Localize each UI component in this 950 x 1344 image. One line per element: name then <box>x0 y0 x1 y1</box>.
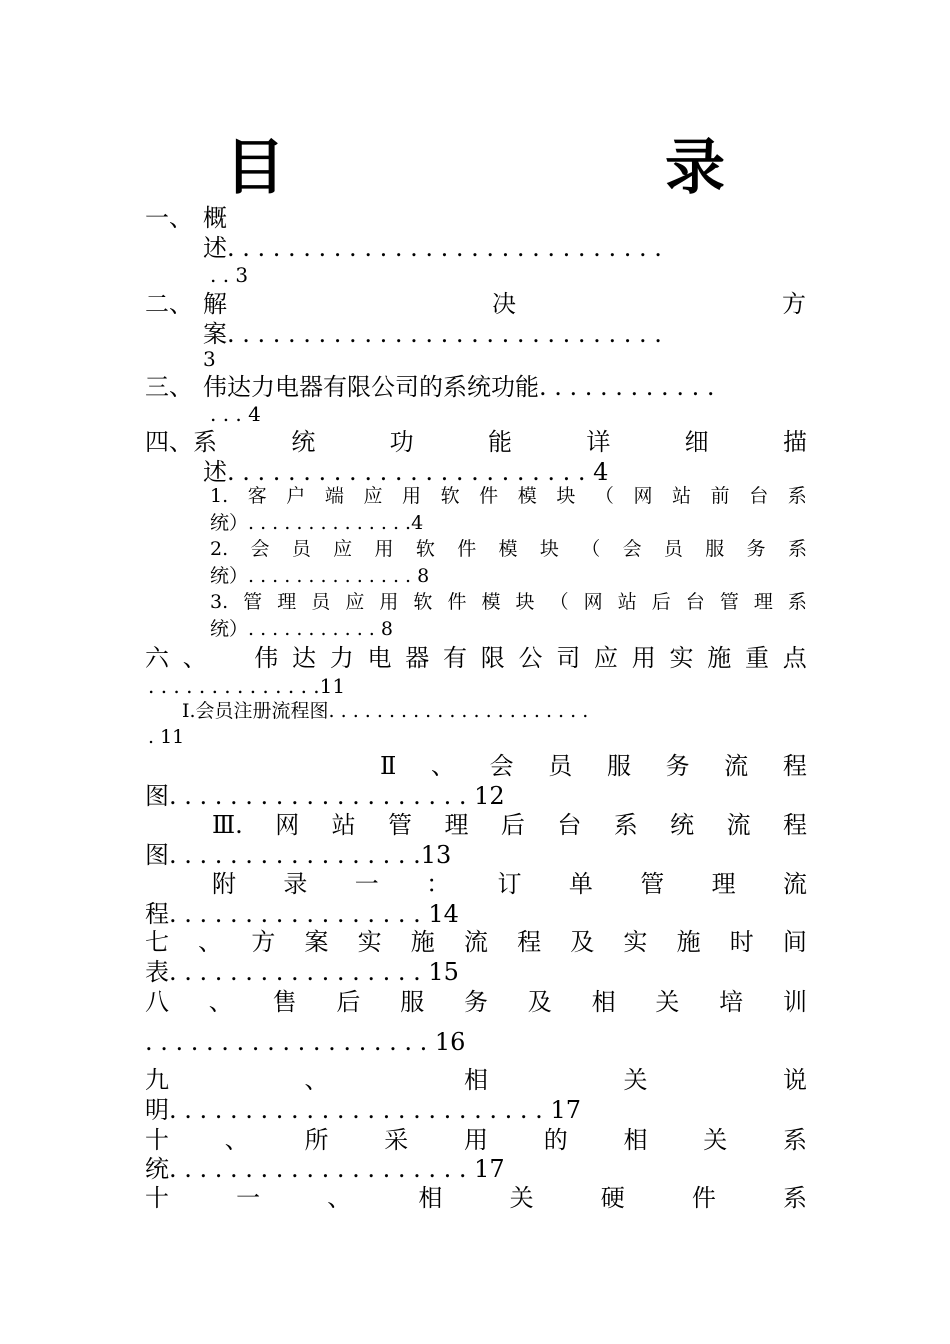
toc-char: 六 <box>145 644 169 672</box>
toc-char: 员 <box>548 752 573 780</box>
toc-char: 员 <box>663 538 683 560</box>
toc-char: 关 <box>655 988 680 1016</box>
toc-char: 系 <box>787 591 807 613</box>
toc-char: 间 <box>782 928 807 956</box>
toc-char: 流 <box>724 752 749 780</box>
toc-char: 售 <box>272 988 297 1016</box>
toc-char: 用 <box>379 591 399 613</box>
toc-char: 后 <box>336 988 361 1016</box>
toc-entry-7-title[interactable] <box>145 930 807 954</box>
toc-char: 时 <box>729 928 754 956</box>
toc-char: 、 <box>182 644 207 672</box>
toc-char: 软 <box>415 538 435 560</box>
toc-char: 管 <box>640 870 665 898</box>
toc-char: 网 <box>583 591 603 613</box>
toc-char: 培 <box>719 988 744 1016</box>
toc-char: （ <box>581 538 601 560</box>
toc-char: 理 <box>753 591 773 613</box>
toc-char: 务 <box>665 752 690 780</box>
toc-char: 录 <box>283 870 308 898</box>
toc-char: 力 <box>329 644 354 672</box>
toc-appendix-1-leader[interactable]: 程. . . . . . . . . . . . . . . . . 14 <box>145 900 459 928</box>
toc-char: 七 <box>145 928 169 956</box>
toc-char: Ⅱ <box>380 752 397 780</box>
toc-char: 户 <box>286 485 306 507</box>
toc-sub-III-title[interactable] <box>212 813 807 837</box>
toc-appendix-1-title[interactable] <box>212 872 807 896</box>
toc-char: 有 <box>443 644 467 672</box>
toc-char: 系 <box>783 1126 807 1154</box>
toc-entry-9-title[interactable] <box>145 1068 807 1092</box>
toc-char: 块 <box>515 591 535 613</box>
toc-char: 电 <box>367 644 392 672</box>
toc-entry-3-prefix: 三、 <box>145 373 193 401</box>
toc-entry-3-title[interactable]: 伟达力电器有限公司的系统功能. . . . . . . . . . . . <box>203 373 715 401</box>
toc-entry-1-leader[interactable]: 述. . . . . . . . . . . . . . . . . . . . . . . . . . . . . <box>203 234 662 262</box>
toc-char: 会 <box>489 752 514 780</box>
toc-char: 实 <box>623 928 648 956</box>
toc-char: 公 <box>518 644 543 672</box>
toc-char: 块 <box>556 485 576 507</box>
toc-sub-1-title[interactable] <box>210 487 807 506</box>
toc-char: 件 <box>457 538 477 560</box>
toc-char: 统 <box>291 428 316 456</box>
toc-char: 限 <box>480 644 505 672</box>
toc-char: 后 <box>500 811 525 839</box>
toc-entry-3-page[interactable]: . . . 4 <box>210 402 261 426</box>
toc-entry-1-page[interactable]: . . 3 <box>210 263 249 287</box>
toc-entry-10-title[interactable] <box>145 1128 807 1152</box>
toc-char: 后 <box>651 591 671 613</box>
toc-char: 及 <box>527 988 552 1016</box>
toc-entry-2-char[interactable]: 方 <box>782 290 806 318</box>
toc-char: 员 <box>291 538 311 560</box>
toc-char: 应 <box>363 485 383 507</box>
toc-char: 1. <box>210 485 229 507</box>
toc-entry-9-leader[interactable]: 明. . . . . . . . . . . . . . . . . . . . . . . . . 17 <box>145 1096 581 1124</box>
toc-char: 关 <box>703 1126 728 1154</box>
toc-char: 系 <box>787 538 807 560</box>
toc-char: 训 <box>782 988 807 1016</box>
toc-char: 方 <box>251 928 276 956</box>
toc-char: 软 <box>413 591 433 613</box>
toc-entry-4-title[interactable] <box>145 430 807 454</box>
toc-char: 站 <box>617 591 637 613</box>
toc-char: 、 <box>327 1184 352 1212</box>
toc-char: Ⅲ. <box>212 811 243 839</box>
toc-char: 流 <box>783 870 807 898</box>
toc-char: 一 <box>236 1184 261 1212</box>
toc-char: 关 <box>509 1184 534 1212</box>
toc-char: 用 <box>631 644 656 672</box>
toc-char: 前 <box>710 485 730 507</box>
toc-char: 台 <box>685 591 705 613</box>
toc-char: （ <box>549 591 569 613</box>
toc-char: 网 <box>275 811 300 839</box>
toc-char: 、 <box>208 988 233 1016</box>
toc-char: 模 <box>481 591 501 613</box>
toc-char: 用 <box>402 485 422 507</box>
toc-entry-4-leader[interactable]: 述. . . . . . . . . . . . . . . . . . . . . . . . 4 <box>203 458 609 486</box>
toc-char: 相 <box>591 988 616 1016</box>
toc-char: 施 <box>707 644 732 672</box>
toc-char: 服 <box>705 538 725 560</box>
toc-char: 理 <box>277 591 297 613</box>
toc-sub-I-page[interactable]: . 11 <box>148 726 185 748</box>
toc-char: 八 <box>145 988 169 1016</box>
toc-char: 、 <box>430 752 455 780</box>
toc-char: 站 <box>672 485 692 507</box>
toc-char: 应 <box>345 591 365 613</box>
toc-entry-2-page[interactable]: 3 <box>203 347 216 371</box>
toc-char: 程 <box>783 811 807 839</box>
toc-char: 达 <box>292 644 316 672</box>
toc-char: 件 <box>479 485 499 507</box>
toc-char: 系 <box>787 485 807 507</box>
toc-char: 案 <box>304 928 329 956</box>
toc-entry-7-leader[interactable]: 表. . . . . . . . . . . . . . . . . 15 <box>145 958 459 986</box>
toc-char: 流 <box>726 811 751 839</box>
toc-char: 关 <box>623 1066 648 1094</box>
toc-char: 管 <box>243 591 263 613</box>
toc-entry-6-title[interactable] <box>145 646 807 670</box>
toc-char: 十 <box>145 1126 169 1154</box>
toc-char: 细 <box>684 428 709 456</box>
toc-char: （ <box>594 485 614 507</box>
toc-sub-1-leader[interactable]: 统）. . . . . . . . . . . . . .4 <box>210 512 424 534</box>
toc-char: 器 <box>405 644 430 672</box>
toc-char: 理 <box>711 870 736 898</box>
toc-char: 四、系 <box>145 428 217 456</box>
toc-entry-8-title[interactable] <box>145 990 807 1014</box>
toc-entry-10-leader[interactable]: 统. . . . . . . . . . . . . . . . . . . . 17 <box>145 1155 505 1183</box>
toc-char: 理 <box>444 811 469 839</box>
toc-char: 服 <box>606 752 631 780</box>
toc-char: 、 <box>224 1126 249 1154</box>
toc-char: 务 <box>463 988 488 1016</box>
toc-char: 应 <box>333 538 353 560</box>
toc-char: 及 <box>570 928 595 956</box>
toc-sub-2-title[interactable] <box>210 540 807 559</box>
toc-entry-2-char[interactable]: 决 <box>492 290 516 318</box>
toc-char: 端 <box>324 485 344 507</box>
toc-char: 程 <box>517 928 542 956</box>
toc-char: 、 <box>304 1066 329 1094</box>
toc-char: 相 <box>464 1066 488 1094</box>
toc-sub-3-title[interactable] <box>210 593 807 612</box>
toc-char: 管 <box>388 811 413 839</box>
toc-char: 采 <box>384 1126 409 1154</box>
toc-char: 能 <box>487 428 512 456</box>
toc-char: 台 <box>557 811 582 839</box>
toc-char: 十 <box>145 1184 169 1212</box>
toc-char: 台 <box>749 485 769 507</box>
toc-char: ： <box>426 870 451 898</box>
toc-entry-2-prefix: 二、 <box>145 290 193 318</box>
toc-sub-III-leader[interactable]: 图. . . . . . . . . . . . . . . . .13 <box>145 841 452 869</box>
toc-char: 2. <box>210 538 229 560</box>
toc-char: 模 <box>498 538 518 560</box>
toc-char: 硬 <box>600 1184 625 1212</box>
toc-entry-1-prefix: 一、 <box>145 204 193 232</box>
toc-char: 块 <box>539 538 559 560</box>
toc-char: 详 <box>586 428 611 456</box>
toc-entry-2-leader[interactable]: 案. . . . . . . . . . . . . . . . . . . . . . . . . . . . . <box>203 320 662 348</box>
toc-char: 施 <box>410 928 435 956</box>
toc-char: 、 <box>198 928 223 956</box>
toc-char: 附 <box>212 870 236 898</box>
toc-char: 会 <box>622 538 642 560</box>
toc-sub-3-leader[interactable]: 统）. . . . . . . . . . . 8 <box>210 618 393 640</box>
toc-char: 九 <box>145 1066 169 1094</box>
toc-char: 重 <box>745 644 769 672</box>
toc-char: 会 <box>250 538 270 560</box>
toc-char: 的 <box>543 1126 568 1154</box>
toc-char: 司 <box>556 644 581 672</box>
toc-char: 说 <box>783 1066 807 1094</box>
toc-entry-1-head[interactable]: 概 <box>203 204 227 232</box>
toc-char: 流 <box>463 928 488 956</box>
toc-char: 务 <box>746 538 766 560</box>
toc-char: 客 <box>247 485 267 507</box>
toc-sub-II-leader[interactable]: 图. . . . . . . . . . . . . . . . . . . . 12 <box>145 782 505 810</box>
toc-sub-2-leader[interactable]: 统）. . . . . . . . . . . . . . 8 <box>210 565 430 587</box>
toc-char: 软 <box>440 485 460 507</box>
toc-sub-I-title[interactable]: I.会员注册流程图. . . . . . . . . . . . . . . . . . . . . . <box>182 700 589 722</box>
toc-char: 应 <box>594 644 618 672</box>
toc-char: 统 <box>670 811 695 839</box>
toc-char: 实 <box>669 644 694 672</box>
toc-char: 模 <box>517 485 537 507</box>
toc-char: 管 <box>719 591 739 613</box>
toc-char: 件 <box>447 591 467 613</box>
toc-char: 3. <box>210 591 229 613</box>
toc-char: 站 <box>331 811 356 839</box>
toc-char: 功 <box>389 428 414 456</box>
toc-char: 程 <box>782 752 807 780</box>
toc-char: 相 <box>418 1184 443 1212</box>
toc-char: 施 <box>676 928 701 956</box>
toc-char: 点 <box>782 644 807 672</box>
toc-char: 员 <box>311 591 331 613</box>
toc-char: 服 <box>400 988 425 1016</box>
page-title: 目 录 <box>225 133 885 203</box>
toc-char: 单 <box>568 870 593 898</box>
toc-entry-6-leader[interactable]: . . . . . . . . . . . . . .11 <box>148 674 346 698</box>
toc-char: 相 <box>623 1126 648 1154</box>
toc-char: 订 <box>497 870 522 898</box>
toc-char: 实 <box>357 928 382 956</box>
toc-entry-2-char[interactable]: 解 <box>203 290 227 318</box>
toc-char: 系 <box>613 811 638 839</box>
toc-sub-II-title[interactable] <box>380 754 807 778</box>
toc-char: 用 <box>374 538 394 560</box>
toc-char: 描 <box>782 428 807 456</box>
toc-char: 件 <box>691 1184 716 1212</box>
toc-entry-11-title[interactable] <box>145 1186 807 1210</box>
toc-char: 一 <box>354 870 379 898</box>
toc-char: 所 <box>304 1126 329 1154</box>
toc-char: 伟 <box>254 644 279 672</box>
toc-entry-8-leader[interactable]: . . . . . . . . . . . . . . . . . . . 16 <box>145 1028 466 1056</box>
toc-char: 网 <box>633 485 653 507</box>
toc-char: 系 <box>782 1184 807 1212</box>
toc-char: 用 <box>464 1126 488 1154</box>
